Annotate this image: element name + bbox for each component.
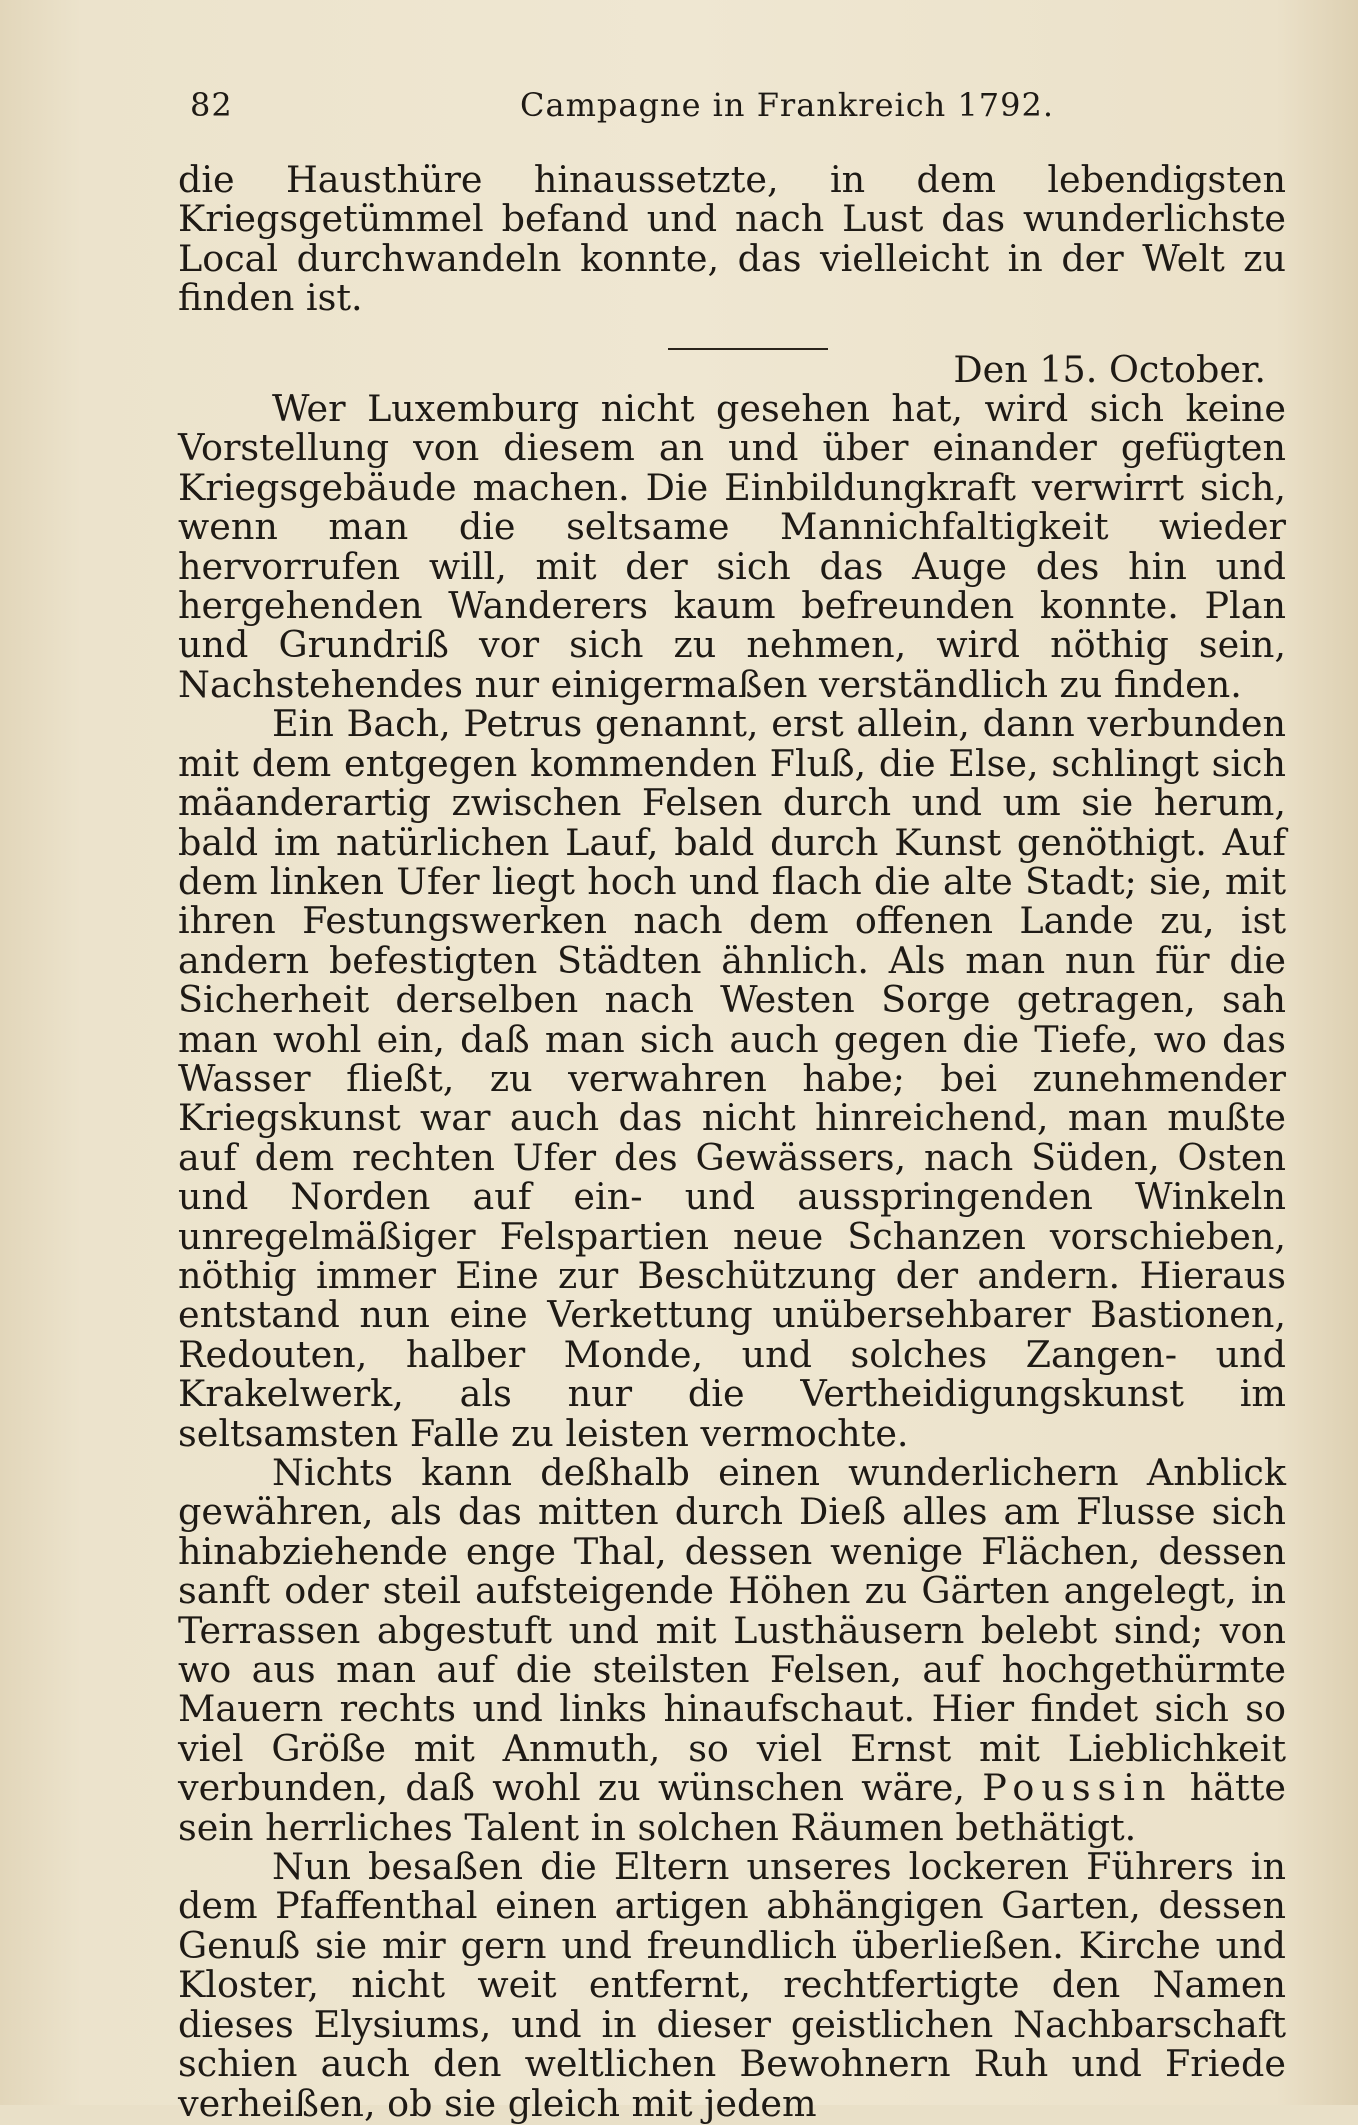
spaced-name: Poussin <box>982 1766 1173 1810</box>
page-header <box>190 86 1190 136</box>
running-title: Campagne in Frankreich 1792. <box>520 86 1055 124</box>
paragraph: Nun besaßen die Eltern unseres lockeren Führers in dem Pfaffenthal einen artigen abhängigen Garten, dessen Genuß sie mir gern und freundlich überließen. Kirche und Kloster, nicht weit entfernt, rechtfertigte den Namen dieses Elysiums, und in dieser geistlichen Nachbarschaft schien auch den weltlichen Bewohnern Ruh und Friede verheißen, ob sie gleich mit jedem <box>178 1845 1286 2125</box>
dateline: Den 15. October. <box>953 347 1266 391</box>
opening-paragraph: die Hausthüre hinaussetzte, in dem lebendigsten Kriegsgetümmel befand und nach Lust das wunderlichste Local durchwandeln konnte, das vielleicht in der Welt zu finden ist. <box>178 158 1286 320</box>
paragraph-text: hätte sein herrliches Talent in solchen Räumen bethätigt. <box>178 1766 1286 1849</box>
page-body <box>178 160 1286 2123</box>
page-number: 82 <box>190 86 233 124</box>
paragraph-text: Nichts kann deßhalb einen wunderlichern Anblick gewähren, als das mitten durch Dieß alles am Flusse sich hinabziehende enge Thal, dessen wenige Flächen, dessen sanft oder steil aufsteigende Höhen zu Gärten angelegt, in Terrassen abgestuft und mit Lusthäusern belebt sind; von wo aus man auf die steilsten Felsen, auf hochgethürmte Mauern rechts und links hinaufschaut. Hier findet sich so viel Größe mit Anmuth, so viel Ernst mit Lieblichkeit verbunden, daß wohl zu wünschen wäre, <box>178 1451 1286 1810</box>
paragraph: Ein Bach, Petrus genannt, erst allein, dann verbunden mit dem entgegen kommenden Fluß, die Else, schlingt sich mäanderartig zwischen Felsen durch und um sie herum, bald im natürlichen Lauf, bald durch Kunst genöthigt. Auf dem linken Ufer liegt hoch und flach die alte Stadt; sie, mit ihren Festungswerken nach dem offenen Lande zu, ist andern befestigten Städten ähnlich. Als man nun für die Sicherheit derselben nach Westen Sorge getragen, sah man wohl ein, daß man sich auch gegen die Tiefe, wo das Wasser fließt, zu verwahren habe; bei zunehmender Kriegskunst war auch das nicht hinreichend, man mußte auf dem rechten Ufer des Gewässers, nach Süden, Osten und Norden auf ein- und ausspringenden Winkeln unregelmäßiger Felspartien neue Schanzen vorschieben, nöthig immer Eine zur Beschützung der andern. Hieraus entstand nun eine Verkettung unübersehbarer Bastionen, Redouten, halber Monde, und solches Zangen- und Krakelwerk, als nur die Vertheidigungskunst im seltsamsten Falle zu leisten vermochte. <box>178 702 1286 1455</box>
paragraph: Wer Luxemburg nicht gesehen hat, wird sich keine Vorstellung von diesem an und über einander gefügten Kriegsgebäude machen. Die Einbildungkraft verwirrt sich, wenn man die seltsame Mannichfaltigkeit wieder hervorrufen will, mit der sich das Auge des hin und hergehenden Wanderers kaum befreunden konnte. Plan und Grundriß vor sich zu nehmen, wird nöthig sein, Nachstehendes nur einigermaßen verständlich zu finden. <box>178 387 1286 706</box>
paragraph <box>178 1453 1286 1847</box>
